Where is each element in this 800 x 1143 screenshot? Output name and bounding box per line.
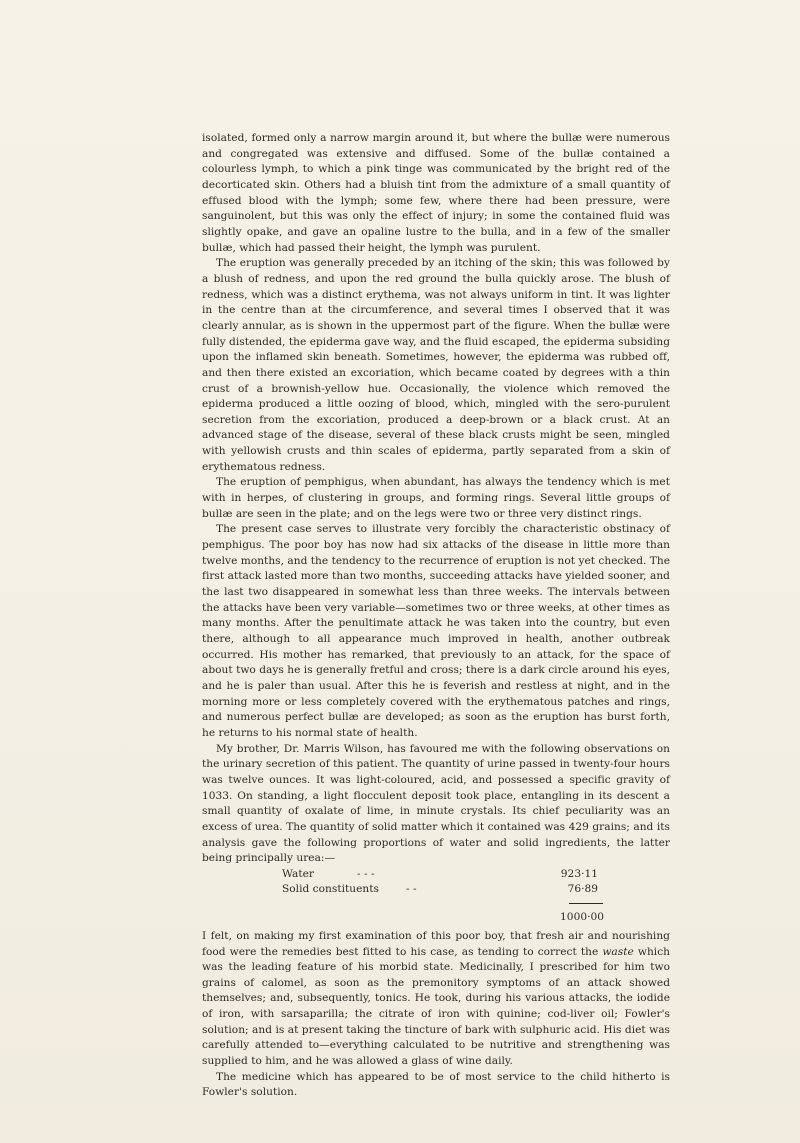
paragraph-text: which was the leading feature of his morbid state. Medicinally, I prescribed for him two grains of calomel, as soon as the premonitory symptoms of an attack showed themselves; and, subsequently, tonics. He took, during his various attacks, the iodide of iron, with sarsaparilla; the citrate of iron with quinine; cod-liver oil; Fowler's solution; and is at present taking the tincture of bark with sulphuric acid. His diet was carefully attended to—everything calculated to be nutritive and strengthening was supplied to him, and he was allowed a glass of wine daily. (202, 945, 670, 1068)
body-text (202, 131, 670, 1101)
paragraph: isolated, formed only a narrow margin around it, but where the bullæ were numerous and congregated was extensive and diffused. Some of the bullæ contained a colourless lymph, to which a pink tinge was communicated by the bright red of the decorticated skin. Others had a bluish tint from the admixture of a small quantity of effused blood with the lymph; some few, where there had been pressure, were sanguinolent, but this was only the effect of injury; in some the contained fluid was slightly opake, and gave an opaline lustre to the bulla, and in a few of the smaller bullæ, which had passed their height, the lymph was purulent. (202, 132, 670, 254)
sum-rule (569, 903, 603, 904)
paragraph-text: I felt, on making my first examination of this poor boy, that fresh air and nourishing food were the remedies best fitted to his case, as tending to correct the (202, 929, 670, 958)
paragraph: The present case serves to illustrate very forcibly the characteristic obstinacy of pemphigus. The poor boy has now had six attacks of the disease in little more than twelve months, and the tendency to the recurrence of eruption is not yet checked. The first attack lasted more than two months, succeeding attacks have yielded sooner, and the last two disappeared in somewhat less than three weeks. The intervals between the attacks have been very variable—sometimes two or three weeks, at other times as many months. After the penultimate attack he was taken into the country, but even there, although to all appearance much improved in health, another outbreak occurred. His mother has remarked, that previously to an attack, for the space of about two days he is generally fretful and cross; there is a dark circle around his eyes, and he is paler than usual. After this he is feverish and restless at night, and in the morning more or less completely covered with the erythematous patches and rings, and numerous perfect bullæ are developed; as soon as the eruption has burst forth, he returns to his normal state of health. (202, 523, 670, 739)
row-label: Solid constituents (282, 883, 380, 896)
paragraph: The eruption was generally preceded by an itching of the skin; this was followed by a blush of redness, and upon the red ground the bulla quickly arose. The blush of redness, which was a distinct erythema, was not always uniform in tint. It was lighter in the centre than at the circumference, and several times I observed that it was clearly annular, as is shown in the uppermost part of the figure. When the bullæ were fully distended, the epiderma gave way, and the fluid escaped, the epiderma subsiding upon the inflamed skin beneath. Sometimes, however, the epiderma was rubbed off, and then there existed an excoriation, which became coated by degrees with a thin crust of a brownish-yellow hue. Occasionally, the violence which removed the epiderma produced a little oozing of blood, which, mingled with the sero-purulent secretion from the excoriation, produced a deep-brown or a black crust. At an advanced stage of the disease, several of these black crusts might be seen, mingled with yellowish crusts and thin scales of epiderma, partly separated from a skin of erythematous redness. (202, 257, 670, 473)
row-value: 923·11 (560, 867, 598, 880)
paragraph: The eruption of pemphigus, when abundant, has always the tendency which is met with in herpes, of clustering in groups, and forming rings. Several little groups of bullæ are seen in the plate; and on the legs were two or three very distinct rings. (202, 476, 670, 520)
row-dots: - - - (357, 867, 375, 880)
paragraph (202, 929, 670, 1070)
total-value: 1000·00 (560, 910, 604, 923)
row-label: Water (282, 867, 314, 880)
paragraph: The medicine which has appeared to be of most service to the child hitherto is Fowler's solution. (202, 1070, 670, 1099)
row-value: 76·89 (567, 883, 598, 896)
paragraph: My brother, Dr. Marris Wilson, has favoured me with the following observations on the urinary secretion of this patient. The quantity of urine passed in twenty-four hours was twelve ounces. It was light-coloured, acid, and possessed a specific gravity of 1033. On standing, a light flocculent deposit took place, entangling in its descent a small quantity of oxalate of lime, in minute crystals. Its chief peculiarity was an excess of urea. The quantity of solid matter which it contained was 429 grains; and its analysis gave the following proportions of water and solid ingredients, the latter being principally urea:— (202, 742, 670, 865)
row-dots: - - (406, 883, 417, 896)
urine-analysis-table (202, 867, 670, 929)
emphasis-text: waste (602, 945, 634, 958)
